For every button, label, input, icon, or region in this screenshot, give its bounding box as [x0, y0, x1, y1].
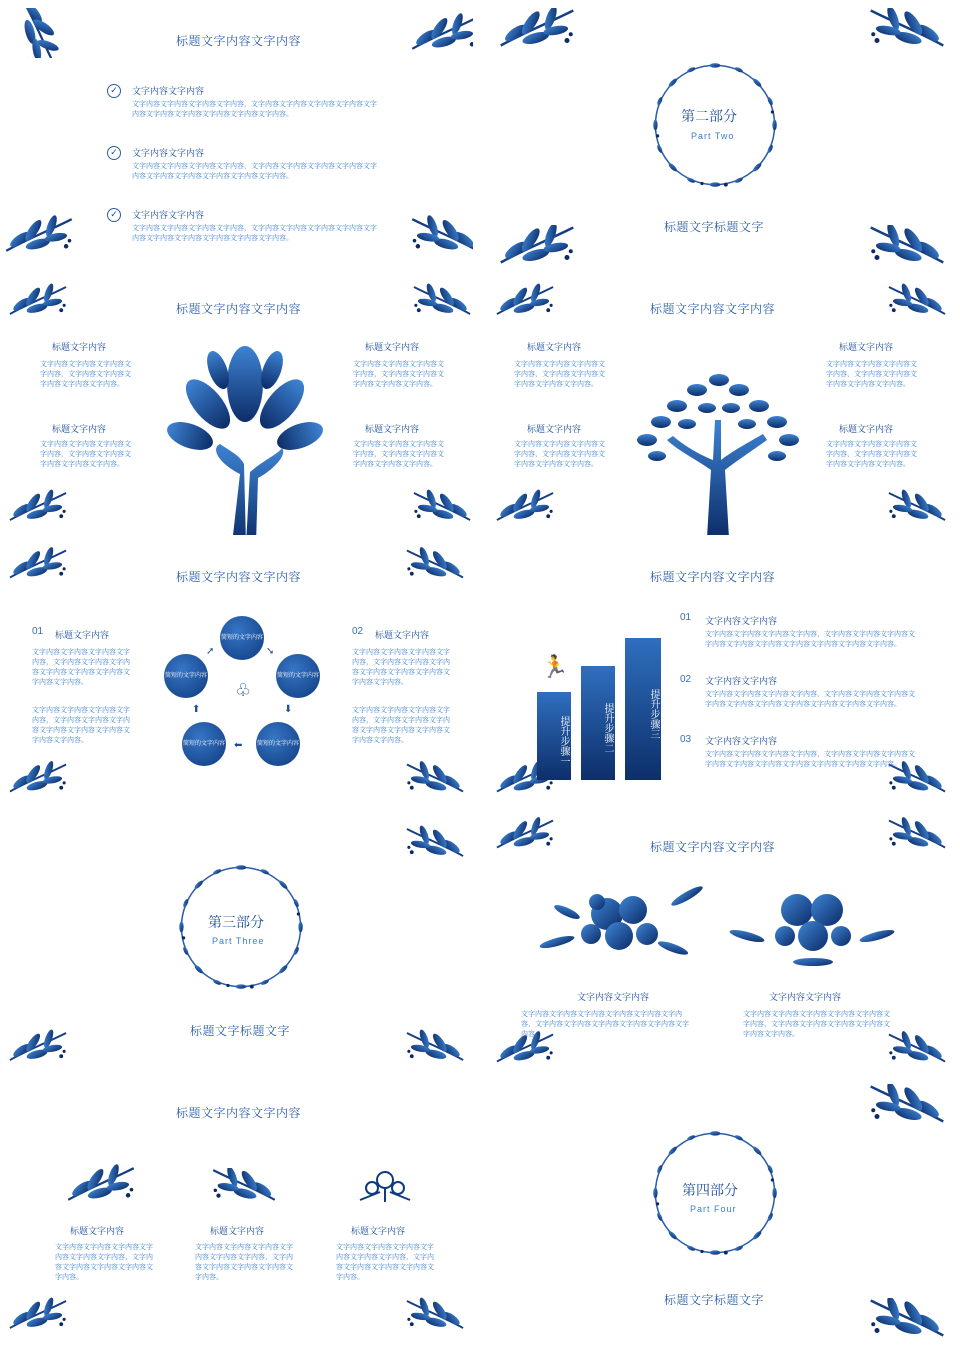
flower-bouquet-icon [727, 880, 897, 970]
leaf-sprig-icon [867, 1298, 947, 1338]
leaf-sprig-icon [410, 8, 473, 58]
leaf-sprig-icon [405, 1292, 465, 1337]
slide-3 [0, 270, 473, 535]
cycle-node: 简短的文字内容 [256, 722, 300, 766]
column-body: 文字内容文字内容文字内容文字内容文字内容文字内容，文字内容文字内容文字内容文字内容文字内容文字内容。 [743, 1011, 890, 1038]
arrow-icon: ➘ [266, 646, 275, 657]
column-heading: 文字内容文字内容 [577, 992, 650, 1002]
step-bar: 提升步骤三 [625, 638, 661, 780]
block-heading: 标题文字内容 [839, 424, 894, 434]
block-body: 文字内容文字内容文字内容文字内容，文字内容文字内容文字内容文字内容文字内容。 [826, 361, 917, 388]
item-body: 文字内容文字内容文字内容文字内容，文字内容文字内容文字内容文字内容文字内容文字内容文字内容文字内容文字内容文字内容。 [705, 751, 915, 768]
item-heading: 文字内容文字内容 [705, 616, 778, 626]
item-heading: 文字内容文字内容 [132, 148, 205, 158]
slide-1 [0, 0, 473, 265]
arrow-icon: ⬆ [192, 704, 201, 715]
leaf-sprig-icon [405, 758, 465, 798]
block-heading: 标题文字内容 [527, 342, 582, 352]
column-body: 文字内容文字内容文字内容文字内容文字内容文字内容，文字内容文字内容文字内容文字内容文字内容。 [55, 1244, 153, 1281]
column-heading: 标题文字内容 [210, 1226, 265, 1236]
item-body: 文字内容文字内容文字内容文字内容，文字内容文字内容文字内容文字内容文字内容文字内容文字内容文字内容文字内容文字内容。 [132, 101, 377, 118]
section-subtitle: Part Two [691, 131, 735, 141]
leaf-sprig-icon [8, 544, 68, 584]
slide-title: 标题文字内容文字内容 [650, 570, 776, 584]
step-bar: 提升步骤一 [537, 692, 571, 780]
slide-10 [487, 1080, 960, 1345]
item-body: 文字内容文字内容文字内容文字内容，文字内容文字内容文字内容文字内容文字内容文字内容文字内容文字内容文字内容文字内容。 [705, 691, 915, 708]
plant-pot-icon: ♧ [235, 680, 252, 700]
running-person-icon: 🏃 [541, 654, 569, 679]
leaf-sprig-icon [887, 814, 947, 854]
leaf-sprig-icon [495, 484, 555, 529]
block-body: 文字内容文字内容文字内容文字内容，文字内容文字内容文字内容文字内容文字内容。 [514, 441, 605, 468]
check-icon: ✓ [107, 146, 121, 160]
block-body: 文字内容文字内容文字内容文字内容，文字内容文字内容文字内容文字内容文字内容。 [353, 361, 444, 388]
column-body: 文字内容文字内容文字内容文字内容文字内容文字内容，文字内容文字内容文字内容文字内容文字内容文字内容。 [521, 1011, 689, 1038]
step-number: 02 [352, 626, 364, 637]
check-icon: ✓ [107, 208, 121, 222]
step-number: 01 [680, 612, 692, 623]
leaf-sprig-icon [867, 225, 947, 265]
leaf-cluster-icon [206, 1168, 282, 1202]
slide-7 [0, 810, 473, 1075]
item-heading: 文字内容文字内容 [705, 676, 778, 686]
cycle-node: 简短的文字内容 [164, 654, 208, 698]
slide-title: 标题文字内容文字内容 [650, 840, 776, 854]
leaf-sprig-icon [8, 1024, 68, 1069]
arrow-icon: ⬅ [234, 740, 243, 751]
block-body: 文字内容文字内容文字内容文字内容，文字内容文字内容文字内容文字内容文字内容。 [353, 441, 444, 468]
block-body: 文字内容文字内容文字内容文字内容，文字内容文字内容文字内容文字内容文字内容文字内容文字内容文字内容。 [352, 707, 450, 744]
block-heading: 标题文字内容 [839, 342, 894, 352]
leaf-sprig-icon [412, 484, 472, 529]
leaf-sprig-icon [867, 1084, 947, 1124]
step-bar: 提升步骤二 [581, 666, 615, 780]
column-heading: 标题文字内容 [70, 1226, 125, 1236]
leaf-cluster-icon [66, 1164, 136, 1204]
leaf-sprig-icon [8, 1292, 68, 1337]
block-body: 文字内容文字内容文字内容文字内容，文字内容文字内容文字内容文字内容文字内容。 [514, 361, 605, 388]
section-subtitle: Part Three [212, 936, 265, 946]
item-body: 文字内容文字内容文字内容文字内容，文字内容文字内容文字内容文字内容文字内容文字内容文字内容文字内容文字内容文字内容。 [132, 225, 377, 242]
leaf-sprig-icon [405, 1024, 465, 1069]
leaf-sprig-icon [8, 758, 68, 798]
leaf-sprig-icon [867, 8, 947, 48]
check-icon: ✓ [107, 84, 121, 98]
slide-2 [487, 0, 960, 265]
slide-4 [487, 270, 960, 535]
leaf-sprig-icon [410, 210, 473, 260]
block-heading: 标题文字内容 [52, 342, 107, 352]
block-heading: 标题文字内容 [365, 424, 420, 434]
slide-title: 标题文字内容文字内容 [176, 34, 302, 48]
leaf-sprig-icon [495, 814, 555, 854]
slide-title: 标题文字内容文字内容 [176, 302, 302, 316]
block-body: 文字内容文字内容文字内容文字内容，文字内容文字内容文字内容文字内容文字内容文字内容文字内容文字内容。 [32, 707, 130, 744]
cycle-node: 简短的文字内容 [182, 722, 226, 766]
leaf-sprig-icon [412, 278, 472, 323]
leaf-sprig-icon [887, 278, 947, 323]
slide-title: 标题文字内容文字内容 [650, 302, 776, 316]
slide-5 [0, 540, 473, 805]
leaf-sprig-icon [8, 278, 68, 323]
slide-title: 标题文字内容文字内容 [176, 1106, 302, 1120]
section-title: 第四部分 [682, 1182, 738, 1198]
item-body: 文字内容文字内容文字内容文字内容，文字内容文字内容文字内容文字内容文字内容文字内容文字内容文字内容文字内容文字内容。 [132, 163, 377, 180]
block-body: 文字内容文字内容文字内容文字内容，文字内容文字内容文字内容文字内容文字内容。 [40, 441, 131, 468]
hand-tree-icon [160, 344, 330, 535]
leaf-sprig-icon [8, 484, 68, 529]
block-body: 文字内容文字内容文字内容文字内容，文字内容文字内容文字内容文字内容文字内容。 [40, 361, 131, 388]
cycle-node: 简短的文字内容 [276, 654, 320, 698]
section-title: 第二部分 [681, 108, 737, 124]
block-body: 文字内容文字内容文字内容文字内容，文字内容文字内容文字内容文字内容文字内容文字内容文字内容文字内容。 [32, 649, 130, 686]
leaf-sprig-icon [497, 8, 577, 48]
block-body: 文字内容文字内容文字内容文字内容，文字内容文字内容文字内容文字内容文字内容。 [826, 441, 917, 468]
section-caption: 标题文字标题文字 [664, 220, 765, 234]
block-body: 文字内容文字内容文字内容文字内容，文字内容文字内容文字内容文字内容文字内容文字内容文字内容文字内容。 [352, 649, 450, 686]
leaf-sprig-icon [405, 820, 465, 865]
section-caption: 标题文字标题文字 [190, 1024, 291, 1038]
arrow-icon: ➚ [206, 646, 215, 657]
leaf-sprig-icon [495, 278, 555, 323]
column-heading: 标题文字内容 [351, 1226, 406, 1236]
cycle-node: 简短的文字内容 [220, 616, 264, 660]
leaf-sprig-icon [405, 544, 465, 584]
arrow-icon: ⬇ [284, 704, 293, 715]
column-body: 文字内容文字内容文字内容文字内容文字内容文字内容，文字内容文字内容文字内容文字内容文字内容。 [195, 1244, 293, 1281]
column-heading: 文字内容文字内容 [769, 992, 842, 1002]
slide-6 [487, 540, 960, 805]
slide-8 [487, 810, 960, 1075]
section-subtitle: Part Four [690, 1204, 737, 1214]
leaf-sprig-icon [887, 1028, 947, 1068]
flower-bouquet-icon [537, 872, 707, 972]
step-number: 01 [32, 626, 44, 637]
leaf-sprig-icon [4, 8, 74, 58]
leaf-sprig-icon [887, 484, 947, 529]
item-heading: 文字内容文字内容 [132, 86, 205, 96]
column-body: 文字内容文字内容文字内容文字内容文字内容文字内容，文字内容文字内容文字内容文字内容文字内容。 [336, 1244, 434, 1281]
leaf-sprig-icon [497, 225, 577, 265]
section-caption: 标题文字标题文字 [664, 1293, 765, 1307]
item-body: 文字内容文字内容文字内容文字内容，文字内容文字内容文字内容文字内容文字内容文字内容文字内容文字内容文字内容文字内容。 [705, 631, 915, 648]
slide-9 [0, 1080, 473, 1345]
section-title: 第三部分 [208, 914, 264, 930]
leaf-sprig-icon [4, 210, 74, 260]
block-heading: 标题文字内容 [55, 630, 110, 640]
item-heading: 文字内容文字内容 [705, 736, 778, 746]
block-heading: 标题文字内容 [527, 424, 582, 434]
step-number: 02 [680, 674, 692, 685]
block-heading: 标题文字内容 [52, 424, 107, 434]
block-heading: 标题文字内容 [375, 630, 430, 640]
slide-title: 标题文字内容文字内容 [176, 570, 302, 584]
item-heading: 文字内容文字内容 [132, 210, 205, 220]
step-number: 03 [680, 734, 692, 745]
block-heading: 标题文字内容 [365, 342, 420, 352]
tree-icon [627, 360, 807, 535]
flower-icon [350, 1160, 420, 1204]
